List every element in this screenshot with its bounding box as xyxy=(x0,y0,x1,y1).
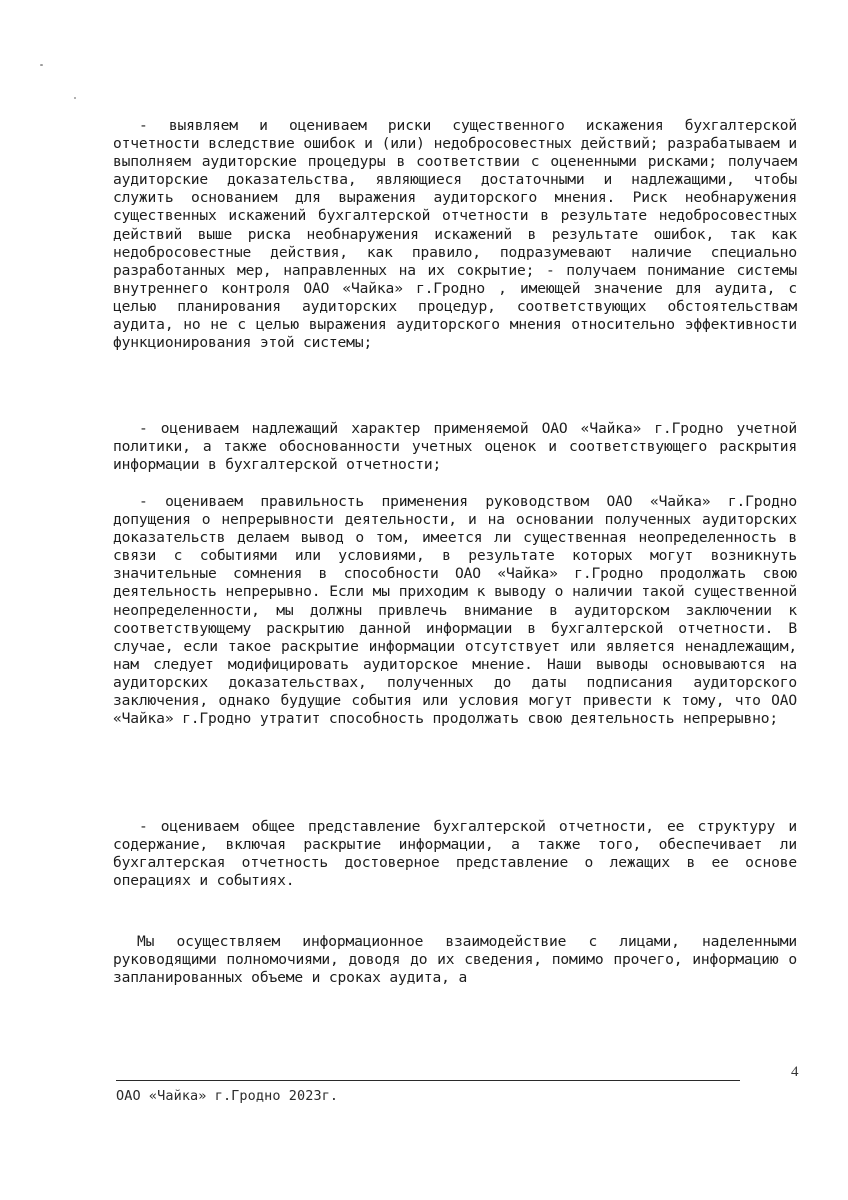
paragraph-communication: Мы осуществляем информационное взаимодействие с лицами, наделенными руководящими полномочиями, доводя до их сведения, помимо прочего, информацию о запланированных объеме и сроках аудита, а xyxy=(113,933,797,987)
page-number: 4 xyxy=(791,1064,799,1080)
scan-speck xyxy=(40,64,43,66)
paragraph-risk-assessment: - выявляем и оцениваем риски существенного искажения бухгалтерской отчетности вследствие ошибок и (или) недобросовестных действий; разрабатываем и выполняем аудиторские процедуры в соответствии с оцененными рисками; получаем аудиторские доказательства, являющиеся достаточными и надлежащими, чтобы служить основанием для выражения аудиторского мнения. Риск необнаружения существенных искажений бухгалтерской отчетности в результате недобросовестных действий выше риска необнаружения искажений в результате ошибок, так как недобросовестные действия, как правило, подразумевают наличие специально разработанных мер, направленных на их сокрытие; - получаем понимание системы внутреннего контроля ОАО «Чайка» г.Гродно , имеющей значение для аудита, с целью планирования аудиторских процедур, соответствующих обстоятельствам аудита, но не с целью выражения аудиторского мнения относительно эффективности функционирования этой системы; xyxy=(113,117,797,352)
paragraph-accounting-policy: - оцениваем надлежащий характер применяемой ОАО «Чайка» г.Гродно учетной политики, а также обоснованности учетных оценок и соответствующего раскрытия информации в бухгалтерской отчетности; xyxy=(113,420,797,474)
scan-speck xyxy=(74,97,76,99)
paragraph-overall-presentation: - оцениваем общее представление бухгалтерской отчетности, ее структуру и содержание, включая раскрытие информации, а также того, обеспечивает ли бухгалтерская отчетность достоверное представление о лежащих в ее основе операциях и событиях. xyxy=(113,818,797,890)
footer-divider xyxy=(116,1080,740,1081)
paragraph-going-concern: - оцениваем правильность применения руководством ОАО «Чайка» г.Гродно допущения о непрерывности деятельности, и на основании полученных аудиторских доказательств делаем вывод о том, имеется ли существенная неопределенность в связи с событиями или условиями, в результате которых могут возникнуть значительные сомнения в способности ОАО «Чайка» г.Гродно продолжать свою деятельность непрерывно. Если мы приходим к выводу о наличии такой существенной неопределенности, мы должны привлечь внимание в аудиторском заключении к соответствующему раскрытию данной информации в бухгалтерской отчетности. В случае, если такое раскрытие информации отсутствует или является ненадлежащим, нам следует модифицировать аудиторское мнение. Наши выводы основываются на аудиторских доказательствах, полученных до даты подписания аудиторского заключения, однако будущие события или условия могут привести к тому, что ОАО «Чайка» г.Гродно утратит способность продолжать свою деятельность непрерывно; xyxy=(113,493,797,728)
footer-text: ОАО «Чайка» г.Гродно 2023г. xyxy=(116,1088,339,1104)
